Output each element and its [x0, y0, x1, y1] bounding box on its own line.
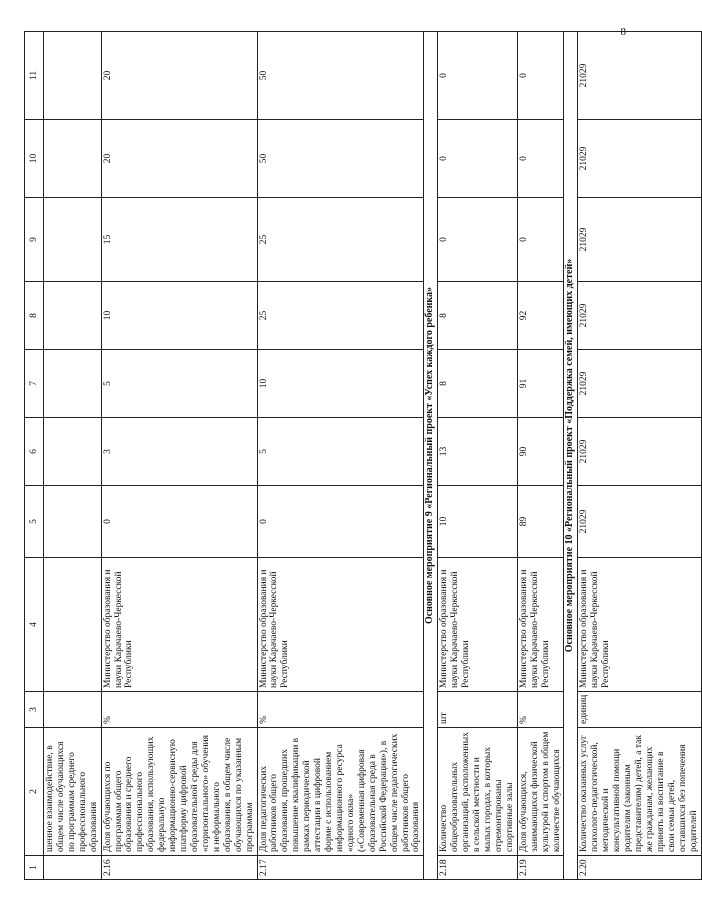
value-cell: [44, 120, 102, 198]
value-cell: 0: [438, 198, 517, 282]
section-row: [564, 32, 578, 880]
value-cell: 21029: [578, 198, 701, 282]
indicators-table-frame: [24, 32, 699, 880]
value-cell: 0: [517, 120, 564, 198]
value-cell: 10: [438, 486, 517, 558]
row-number: 2.20: [578, 856, 701, 880]
indicator-name: шенное взаимодействие, в общем числе обучающихся по программам среднего профессионального образования: [44, 728, 102, 856]
value-cell: 0: [101, 486, 257, 558]
section-title: Основное мероприятие 10 «Региональный проект «Поддержка семей, имеющих детей»: [564, 32, 578, 880]
executor: Министерство образования и науки Карачаево-Черкесской Республики: [101, 558, 257, 692]
value-cell: 5: [101, 350, 257, 418]
value-cell: 21029: [578, 418, 701, 486]
value-cell: 50: [257, 32, 424, 120]
page-number: 8: [620, 26, 626, 38]
value-cell: 21029: [578, 32, 701, 120]
value-cell: 91: [517, 350, 564, 418]
value-cell: 89: [517, 486, 564, 558]
unit: %: [101, 692, 257, 728]
column-header: 5: [25, 486, 44, 558]
table-row: [578, 32, 701, 880]
indicator-name: Доля обучающихся по программам общего образования и среднего профессионального образования, использующих федеральную информационно-сервисную платформу цифровой образовательной среды для «горизонтального» обучения и неформального образования, в общем числе обучающихся по указанным программам: [101, 728, 257, 856]
value-cell: 8: [438, 282, 517, 350]
row-number: 2.19: [517, 856, 564, 880]
value-cell: 90: [517, 418, 564, 486]
unit: шт: [438, 692, 517, 728]
value-cell: 50: [257, 120, 424, 198]
value-cell: 92: [517, 282, 564, 350]
column-header: 11: [25, 32, 44, 120]
column-header: 9: [25, 198, 44, 282]
executor: Министерство образования и науки Карачаево-Черкесской Республики: [517, 558, 564, 692]
value-cell: 13: [438, 418, 517, 486]
value-cell: [44, 486, 102, 558]
value-cell: 10: [101, 282, 257, 350]
indicator-name: Количество оказанных услуг психолого-педагогической, методической и консультативной помощи родителям (законным представителям) детей, а так же гражданам, желающих принять на воспитание в свои семьи детей, оставшихся без попечения родителей: [578, 728, 701, 856]
table-row: [101, 32, 257, 880]
value-cell: [44, 282, 102, 350]
column-header: 3: [25, 692, 44, 728]
value-cell: 21029: [578, 282, 701, 350]
section-title: Основное мероприятие 9 «Региональный проект «Успех каждого ребенка»: [424, 32, 438, 880]
column-header: 1: [25, 856, 44, 880]
row-number: [44, 856, 102, 880]
executor: Министерство образования и науки Карачаево-Черкесской Республики: [438, 558, 517, 692]
unit: единиц: [578, 692, 701, 728]
value-cell: 0: [438, 32, 517, 120]
value-cell: [44, 350, 102, 418]
value-cell: 15: [101, 198, 257, 282]
executor: Министерство образования и науки Карачаево-Черкесской Республики: [578, 558, 701, 692]
value-cell: 0: [517, 32, 564, 120]
column-header: 10: [25, 120, 44, 198]
value-cell: 5: [257, 418, 424, 486]
table-row: [438, 32, 517, 880]
value-cell: 21029: [578, 486, 701, 558]
table-row: [517, 32, 564, 880]
row-number: 2.18: [438, 856, 517, 880]
section-row: [424, 32, 438, 880]
executor: Министерство образования и науки Карачаево-Черкесской Республики: [257, 558, 424, 692]
value-cell: [44, 418, 102, 486]
value-cell: 21029: [578, 350, 701, 418]
value-cell: 8: [438, 350, 517, 418]
value-cell: 0: [438, 120, 517, 198]
unit: %: [517, 692, 564, 728]
column-header: 7: [25, 350, 44, 418]
indicator-name: Доля обучающихся, занимающихся физической культурой и спортом в общем количестве обучающихся: [517, 728, 564, 856]
table-row: [44, 32, 102, 880]
indicator-name: Доля педагогических работников общего образования, прошедших повышение квалификации в рамках периодической аттестации в цифровой форме с использованием информационного ресурса «одного окна» («Современная цифровая образовательная среда в Российской Федерации»), в общем числе педагогических работников общего образования: [257, 728, 424, 856]
value-cell: [44, 32, 102, 120]
unit: %: [257, 692, 424, 728]
table-header-row: [25, 32, 44, 880]
executor: [44, 558, 102, 692]
value-cell: 25: [257, 198, 424, 282]
value-cell: 25: [257, 282, 424, 350]
table-row: [257, 32, 424, 880]
column-header: 2: [25, 728, 44, 856]
value-cell: 3: [101, 418, 257, 486]
column-header: 4: [25, 558, 44, 692]
value-cell: 21029: [578, 120, 701, 198]
value-cell: 20: [101, 32, 257, 120]
value-cell: 0: [257, 486, 424, 558]
value-cell: 10: [257, 350, 424, 418]
column-header: 6: [25, 418, 44, 486]
value-cell: [44, 198, 102, 282]
column-header: 8: [25, 282, 44, 350]
row-number: 2.17: [257, 856, 424, 880]
indicators-table: [24, 31, 702, 880]
value-cell: 20: [101, 120, 257, 198]
indicator-name: Количество общеобразовательных организаций, расположенных в сельской местности и малых городах, в которых отремонтированы спортивные залы: [438, 728, 517, 856]
value-cell: 0: [517, 198, 564, 282]
row-number: 2.16: [101, 856, 257, 880]
unit: [44, 692, 102, 728]
